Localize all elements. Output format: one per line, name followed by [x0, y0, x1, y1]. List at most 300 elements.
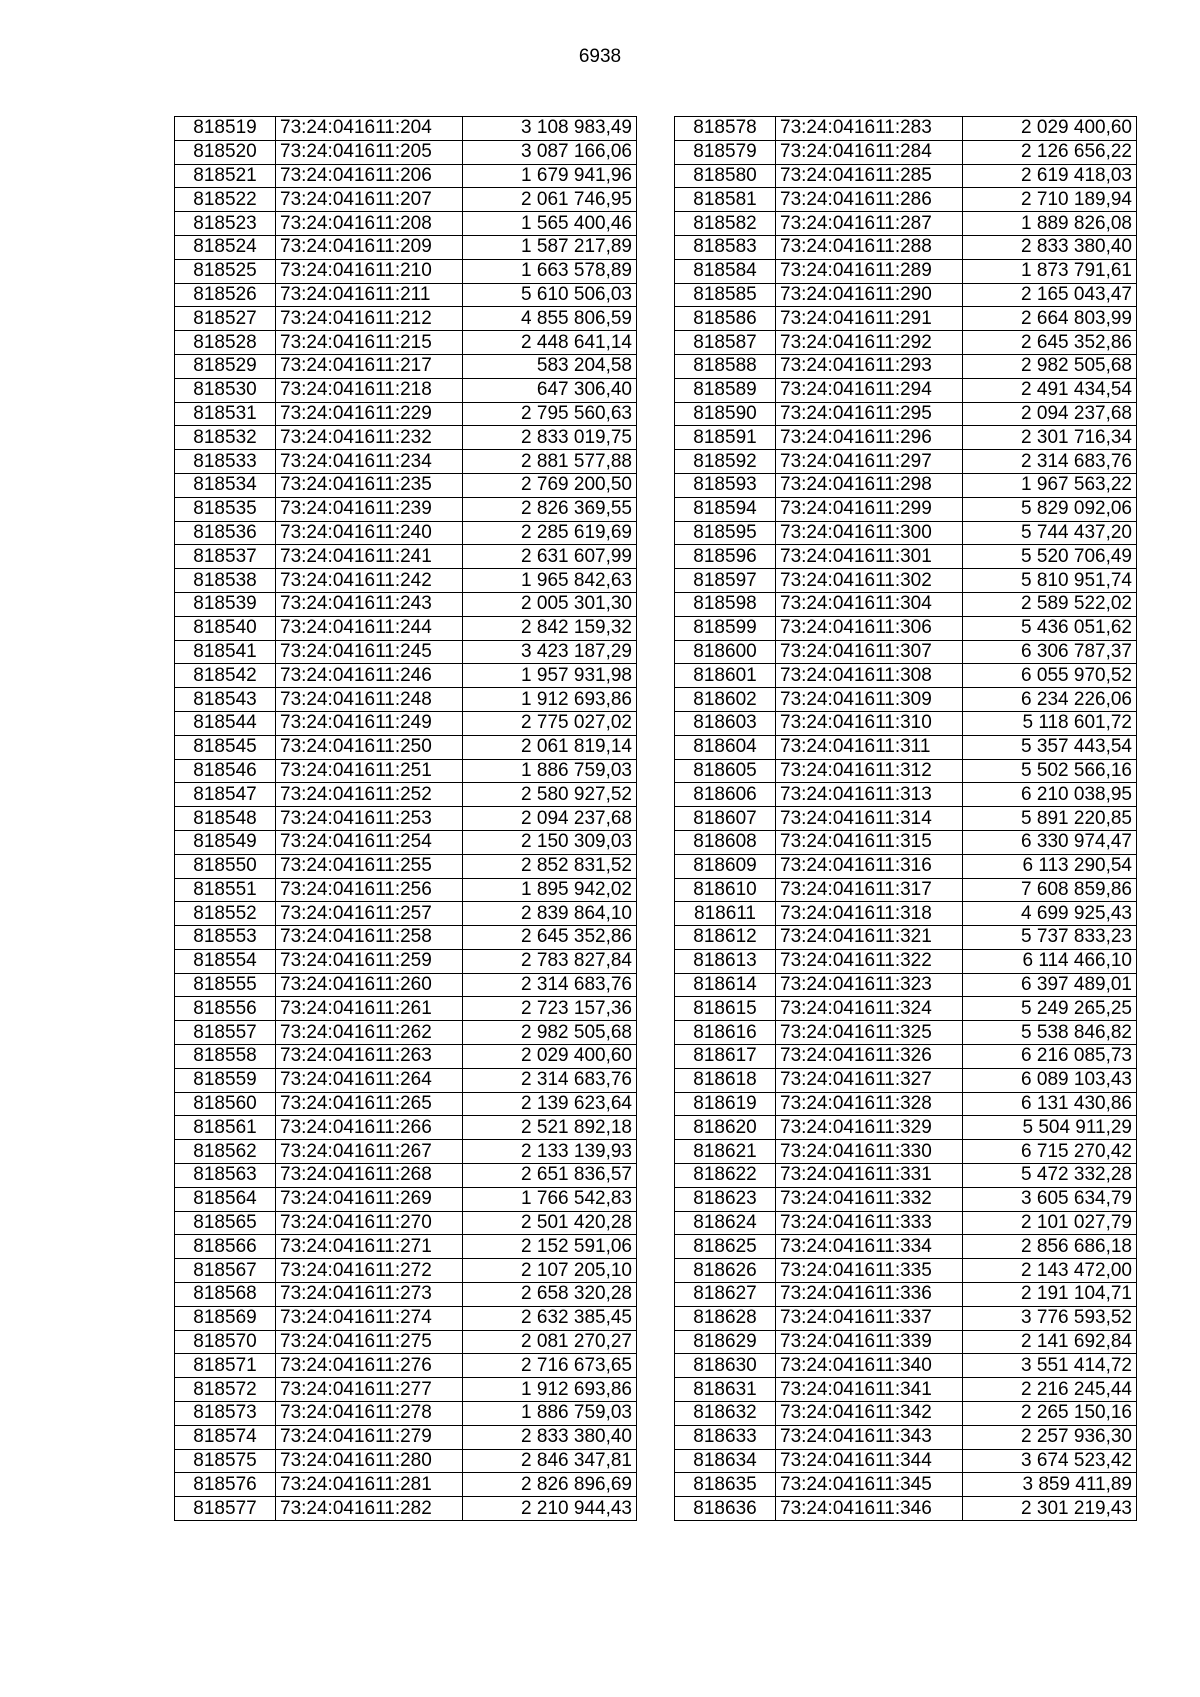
- cadastral-number-cell: 73:24:041611:277: [276, 1378, 463, 1402]
- value-cell: 2 101 027,79: [963, 1211, 1137, 1235]
- cadastral-number-cell: 73:24:041611:342: [776, 1402, 963, 1426]
- value-cell: 3 108 983,49: [463, 117, 637, 141]
- cadastral-number-cell: 73:24:041611:310: [776, 711, 963, 735]
- table-row: [675, 1378, 1137, 1402]
- value-cell: 2 301 716,34: [963, 426, 1137, 450]
- table-row: [175, 331, 637, 355]
- cadastral-number-cell: 73:24:041611:265: [276, 1092, 463, 1116]
- row-number-cell: 818568: [175, 1283, 276, 1307]
- row-number-cell: 818576: [175, 1473, 276, 1497]
- table-row: [175, 926, 637, 950]
- row-number-cell: 818553: [175, 926, 276, 950]
- value-cell: 1 565 400,46: [463, 212, 637, 236]
- value-cell: 2 852 831,52: [463, 854, 637, 878]
- table-row: [175, 1473, 637, 1497]
- row-number-cell: 818611: [675, 902, 776, 926]
- cadastral-number-cell: 73:24:041611:321: [776, 926, 963, 950]
- value-cell: 2 126 656,22: [963, 140, 1137, 164]
- row-number-cell: 818625: [675, 1235, 776, 1259]
- cadastral-number-cell: 73:24:041611:299: [776, 497, 963, 521]
- row-number-cell: 818587: [675, 331, 776, 355]
- row-number-cell: 818588: [675, 354, 776, 378]
- cadastral-number-cell: 73:24:041611:288: [776, 235, 963, 259]
- row-number-cell: 818591: [675, 426, 776, 450]
- value-cell: 2 265 150,16: [963, 1402, 1137, 1426]
- value-cell: 2 029 400,60: [963, 117, 1137, 141]
- value-cell: 3 423 187,29: [463, 640, 637, 664]
- row-number-cell: 818603: [675, 711, 776, 735]
- row-number-cell: 818613: [675, 949, 776, 973]
- value-cell: 6 114 466,10: [963, 949, 1137, 973]
- value-cell: 2 143 472,00: [963, 1259, 1137, 1283]
- row-number-cell: 818604: [675, 735, 776, 759]
- table-row: [675, 569, 1137, 593]
- cadastral-number-cell: 73:24:041611:241: [276, 545, 463, 569]
- table-row: [675, 688, 1137, 712]
- row-number-cell: 818519: [175, 117, 276, 141]
- table-row: [675, 1473, 1137, 1497]
- value-cell: 2 314 683,76: [463, 1068, 637, 1092]
- value-cell: 2 769 200,50: [463, 473, 637, 497]
- cadastral-number-cell: 73:24:041611:302: [776, 569, 963, 593]
- row-number-cell: 818577: [175, 1497, 276, 1521]
- table-row: [675, 164, 1137, 188]
- table-row: [175, 1140, 637, 1164]
- value-cell: 2 846 347,81: [463, 1449, 637, 1473]
- value-cell: 1 895 942,02: [463, 878, 637, 902]
- table-row: [175, 235, 637, 259]
- value-cell: 3 551 414,72: [963, 1354, 1137, 1378]
- cadastral-number-cell: 73:24:041611:345: [776, 1473, 963, 1497]
- row-number-cell: 818585: [675, 283, 776, 307]
- cadastral-number-cell: 73:24:041611:254: [276, 830, 463, 854]
- cadastral-number-cell: 73:24:041611:293: [776, 354, 963, 378]
- value-cell: 1 886 759,03: [463, 759, 637, 783]
- value-cell: 2 301 219,43: [963, 1497, 1137, 1521]
- cadastral-number-cell: 73:24:041611:308: [776, 664, 963, 688]
- value-cell: 1 965 842,63: [463, 569, 637, 593]
- value-cell: 2 881 577,88: [463, 450, 637, 474]
- table-row: [675, 307, 1137, 331]
- cadastral-number-cell: 73:24:041611:291: [776, 307, 963, 331]
- row-number-cell: 818590: [675, 402, 776, 426]
- cadastral-number-cell: 73:24:041611:252: [276, 783, 463, 807]
- table-row: [175, 1497, 637, 1521]
- value-cell: 1 663 578,89: [463, 259, 637, 283]
- row-number-cell: 818635: [675, 1473, 776, 1497]
- value-cell: 2 133 139,93: [463, 1140, 637, 1164]
- value-cell: 5 891 220,85: [963, 807, 1137, 831]
- cadastral-table-right: [674, 116, 1137, 1521]
- cadastral-number-cell: 73:24:041611:279: [276, 1425, 463, 1449]
- cadastral-number-cell: 73:24:041611:324: [776, 997, 963, 1021]
- row-number-cell: 818586: [675, 307, 776, 331]
- table-row: [675, 830, 1137, 854]
- row-number-cell: 818570: [175, 1330, 276, 1354]
- value-cell: 6 131 430,86: [963, 1092, 1137, 1116]
- value-cell: 2 216 245,44: [963, 1378, 1137, 1402]
- value-cell: 5 829 092,06: [963, 497, 1137, 521]
- value-cell: 2 632 385,45: [463, 1306, 637, 1330]
- table-row: [675, 640, 1137, 664]
- cadastral-number-cell: 73:24:041611:296: [776, 426, 963, 450]
- table-row: [675, 1092, 1137, 1116]
- cadastral-number-cell: 73:24:041611:256: [276, 878, 463, 902]
- table-row: [675, 783, 1137, 807]
- row-number-cell: 818565: [175, 1211, 276, 1235]
- cadastral-number-cell: 73:24:041611:263: [276, 1045, 463, 1069]
- table-row: [675, 521, 1137, 545]
- cadastral-number-cell: 73:24:041611:328: [776, 1092, 963, 1116]
- cadastral-number-cell: 73:24:041611:271: [276, 1235, 463, 1259]
- row-number-cell: 818527: [175, 307, 276, 331]
- table-row: [675, 354, 1137, 378]
- cadastral-number-cell: 73:24:041611:315: [776, 830, 963, 854]
- value-cell: 2 651 836,57: [463, 1164, 637, 1188]
- cadastral-number-cell: 73:24:041611:317: [776, 878, 963, 902]
- cadastral-number-cell: 73:24:041611:278: [276, 1402, 463, 1426]
- value-cell: 5 610 506,03: [463, 283, 637, 307]
- cadastral-number-cell: 73:24:041611:248: [276, 688, 463, 712]
- row-number-cell: 818524: [175, 235, 276, 259]
- table-row: [175, 783, 637, 807]
- table-row: [175, 688, 637, 712]
- cadastral-number-cell: 73:24:041611:295: [776, 402, 963, 426]
- value-cell: 6 715 270,42: [963, 1140, 1137, 1164]
- row-number-cell: 818605: [675, 759, 776, 783]
- table-row: [175, 117, 637, 141]
- row-number-cell: 818592: [675, 450, 776, 474]
- row-number-cell: 818620: [675, 1116, 776, 1140]
- cadastral-number-cell: 73:24:041611:294: [776, 378, 963, 402]
- value-cell: 4 699 925,43: [963, 902, 1137, 926]
- table-row: [675, 117, 1137, 141]
- table-row: [675, 450, 1137, 474]
- table-row: [175, 497, 637, 521]
- value-cell: 6 055 970,52: [963, 664, 1137, 688]
- value-cell: 5 502 566,16: [963, 759, 1137, 783]
- row-number-cell: 818529: [175, 354, 276, 378]
- table-row: [675, 878, 1137, 902]
- cadastral-number-cell: 73:24:041611:268: [276, 1164, 463, 1188]
- table-row: [675, 926, 1137, 950]
- table-row: [175, 949, 637, 973]
- table-row: [175, 1187, 637, 1211]
- cadastral-number-cell: 73:24:041611:290: [776, 283, 963, 307]
- row-number-cell: 818573: [175, 1402, 276, 1426]
- table-row: [175, 402, 637, 426]
- value-cell: 2 314 683,76: [463, 973, 637, 997]
- row-number-cell: 818578: [675, 117, 776, 141]
- value-cell: 2 094 237,68: [463, 807, 637, 831]
- row-number-cell: 818574: [175, 1425, 276, 1449]
- value-cell: 7 608 859,86: [963, 878, 1137, 902]
- value-cell: 2 081 270,27: [463, 1330, 637, 1354]
- value-cell: 2 191 104,71: [963, 1283, 1137, 1307]
- value-cell: 2 833 380,40: [463, 1425, 637, 1449]
- value-cell: 2 107 205,10: [463, 1259, 637, 1283]
- row-number-cell: 818596: [675, 545, 776, 569]
- row-number-cell: 818598: [675, 592, 776, 616]
- cadastral-number-cell: 73:24:041611:286: [776, 188, 963, 212]
- row-number-cell: 818530: [175, 378, 276, 402]
- cadastral-number-cell: 73:24:041611:208: [276, 212, 463, 236]
- table-row: [175, 1068, 637, 1092]
- cadastral-number-cell: 73:24:041611:215: [276, 331, 463, 355]
- value-cell: 1 873 791,61: [963, 259, 1137, 283]
- cadastral-number-cell: 73:24:041611:285: [776, 164, 963, 188]
- row-number-cell: 818525: [175, 259, 276, 283]
- value-cell: 3 087 166,06: [463, 140, 637, 164]
- table-row: [175, 1045, 637, 1069]
- value-cell: 2 141 692,84: [963, 1330, 1137, 1354]
- cadastral-number-cell: 73:24:041611:210: [276, 259, 463, 283]
- cadastral-number-cell: 73:24:041611:245: [276, 640, 463, 664]
- cadastral-number-cell: 73:24:041611:332: [776, 1187, 963, 1211]
- cadastral-number-cell: 73:24:041611:344: [776, 1449, 963, 1473]
- value-cell: 1 912 693,86: [463, 1378, 637, 1402]
- value-cell: 2 589 522,02: [963, 592, 1137, 616]
- value-cell: 3 859 411,89: [963, 1473, 1137, 1497]
- value-cell: 2 580 927,52: [463, 783, 637, 807]
- value-cell: 5 472 332,28: [963, 1164, 1137, 1188]
- table-row: [175, 188, 637, 212]
- cadastral-number-cell: 73:24:041611:330: [776, 1140, 963, 1164]
- value-cell: 2 723 157,36: [463, 997, 637, 1021]
- cadastral-number-cell: 73:24:041611:258: [276, 926, 463, 950]
- row-number-cell: 818569: [175, 1306, 276, 1330]
- cadastral-number-cell: 73:24:041611:267: [276, 1140, 463, 1164]
- value-cell: 5 737 833,23: [963, 926, 1137, 950]
- value-cell: 2 795 560,63: [463, 402, 637, 426]
- row-number-cell: 818542: [175, 664, 276, 688]
- table-row: [675, 545, 1137, 569]
- row-number-cell: 818551: [175, 878, 276, 902]
- cadastral-number-cell: 73:24:041611:331: [776, 1164, 963, 1188]
- table-row: [175, 307, 637, 331]
- value-cell: 2 210 944,43: [463, 1497, 637, 1521]
- table-row: [675, 711, 1137, 735]
- table-row: [175, 902, 637, 926]
- table-row: [675, 1164, 1137, 1188]
- value-cell: 2 257 936,30: [963, 1425, 1137, 1449]
- cadastral-number-cell: 73:24:041611:269: [276, 1187, 463, 1211]
- cadastral-number-cell: 73:24:041611:204: [276, 117, 463, 141]
- value-cell: 5 538 846,82: [963, 1021, 1137, 1045]
- value-cell: 5 436 051,62: [963, 616, 1137, 640]
- value-cell: 5 357 443,54: [963, 735, 1137, 759]
- table-row: [175, 973, 637, 997]
- value-cell: 6 330 974,47: [963, 830, 1137, 854]
- cadastral-number-cell: 73:24:041611:341: [776, 1378, 963, 1402]
- table-row: [175, 616, 637, 640]
- cadastral-number-cell: 73:24:041611:275: [276, 1330, 463, 1354]
- table-row: [675, 949, 1137, 973]
- row-number-cell: 818554: [175, 949, 276, 973]
- row-number-cell: 818548: [175, 807, 276, 831]
- value-cell: 2 982 505,68: [963, 354, 1137, 378]
- row-number-cell: 818555: [175, 973, 276, 997]
- table-row: [175, 878, 637, 902]
- table-row: [175, 1164, 637, 1188]
- cadastral-number-cell: 73:24:041611:335: [776, 1259, 963, 1283]
- row-number-cell: 818545: [175, 735, 276, 759]
- cadastral-number-cell: 73:24:041611:273: [276, 1283, 463, 1307]
- row-number-cell: 818531: [175, 402, 276, 426]
- value-cell: 6 216 085,73: [963, 1045, 1137, 1069]
- table-row: [175, 450, 637, 474]
- cadastral-number-cell: 73:24:041611:339: [776, 1330, 963, 1354]
- cadastral-number-cell: 73:24:041611:313: [776, 783, 963, 807]
- table-row: [175, 1402, 637, 1426]
- row-number-cell: 818546: [175, 759, 276, 783]
- row-number-cell: 818560: [175, 1092, 276, 1116]
- row-number-cell: 818556: [175, 997, 276, 1021]
- row-number-cell: 818629: [675, 1330, 776, 1354]
- cadastral-number-cell: 73:24:041611:306: [776, 616, 963, 640]
- row-number-cell: 818566: [175, 1235, 276, 1259]
- row-number-cell: 818533: [175, 450, 276, 474]
- row-number-cell: 818597: [675, 569, 776, 593]
- table-row: [675, 1211, 1137, 1235]
- cadastral-number-cell: 73:24:041611:289: [776, 259, 963, 283]
- row-number-cell: 818521: [175, 164, 276, 188]
- cadastral-number-cell: 73:24:041611:301: [776, 545, 963, 569]
- value-cell: 1 912 693,86: [463, 688, 637, 712]
- row-number-cell: 818600: [675, 640, 776, 664]
- table-row: [675, 1259, 1137, 1283]
- value-cell: 2 448 641,14: [463, 331, 637, 355]
- value-cell: 2 061 819,14: [463, 735, 637, 759]
- table-row: [675, 188, 1137, 212]
- value-cell: 2 982 505,68: [463, 1021, 637, 1045]
- cadastral-number-cell: 73:24:041611:318: [776, 902, 963, 926]
- cadastral-number-cell: 73:24:041611:287: [776, 212, 963, 236]
- cadastral-number-cell: 73:24:041611:292: [776, 331, 963, 355]
- value-cell: 2 285 619,69: [463, 521, 637, 545]
- row-number-cell: 818633: [675, 1425, 776, 1449]
- table-row: [175, 426, 637, 450]
- value-cell: 6 306 787,37: [963, 640, 1137, 664]
- value-cell: 2 826 896,69: [463, 1473, 637, 1497]
- table-row: [175, 664, 637, 688]
- value-cell: 647 306,40: [463, 378, 637, 402]
- row-number-cell: 818621: [675, 1140, 776, 1164]
- table-row: [175, 1235, 637, 1259]
- table-row: [675, 283, 1137, 307]
- row-number-cell: 818622: [675, 1164, 776, 1188]
- row-number-cell: 818559: [175, 1068, 276, 1092]
- value-cell: 4 855 806,59: [463, 307, 637, 331]
- cadastral-number-cell: 73:24:041611:209: [276, 235, 463, 259]
- value-cell: 1 889 826,08: [963, 212, 1137, 236]
- table-row: [675, 902, 1137, 926]
- cadastral-number-cell: 73:24:041611:270: [276, 1211, 463, 1235]
- value-cell: 3 674 523,42: [963, 1449, 1137, 1473]
- row-number-cell: 818557: [175, 1021, 276, 1045]
- row-number-cell: 818526: [175, 283, 276, 307]
- value-cell: 2 658 320,28: [463, 1283, 637, 1307]
- cadastral-number-cell: 73:24:041611:206: [276, 164, 463, 188]
- cadastral-number-cell: 73:24:041611:235: [276, 473, 463, 497]
- row-number-cell: 818572: [175, 1378, 276, 1402]
- row-number-cell: 818523: [175, 212, 276, 236]
- cadastral-number-cell: 73:24:041611:304: [776, 592, 963, 616]
- value-cell: 2 619 418,03: [963, 164, 1137, 188]
- row-number-cell: 818634: [675, 1449, 776, 1473]
- cadastral-number-cell: 73:24:041611:251: [276, 759, 463, 783]
- cadastral-number-cell: 73:24:041611:326: [776, 1045, 963, 1069]
- cadastral-number-cell: 73:24:041611:260: [276, 973, 463, 997]
- value-cell: 2 833 380,40: [963, 235, 1137, 259]
- table-row: [675, 1402, 1137, 1426]
- cadastral-number-cell: 73:24:041611:281: [276, 1473, 463, 1497]
- value-cell: 2 716 673,65: [463, 1354, 637, 1378]
- table-row: [175, 473, 637, 497]
- row-number-cell: 818534: [175, 473, 276, 497]
- table-row: [675, 402, 1137, 426]
- row-number-cell: 818626: [675, 1259, 776, 1283]
- table-row: [175, 1306, 637, 1330]
- cadastral-number-cell: 73:24:041611:283: [776, 117, 963, 141]
- table-row: [175, 735, 637, 759]
- row-number-cell: 818562: [175, 1140, 276, 1164]
- row-number-cell: 818522: [175, 188, 276, 212]
- value-cell: 5 520 706,49: [963, 545, 1137, 569]
- cadastral-number-cell: 73:24:041611:232: [276, 426, 463, 450]
- value-cell: 5 118 601,72: [963, 711, 1137, 735]
- table-row: [175, 711, 637, 735]
- value-cell: 1 679 941,96: [463, 164, 637, 188]
- value-cell: 3 605 634,79: [963, 1187, 1137, 1211]
- value-cell: 2 152 591,06: [463, 1235, 637, 1259]
- table-row: [675, 1235, 1137, 1259]
- row-number-cell: 818632: [675, 1402, 776, 1426]
- table-row: [175, 1283, 637, 1307]
- page-number: 6938: [578, 46, 622, 67]
- cadastral-number-cell: 73:24:041611:333: [776, 1211, 963, 1235]
- row-number-cell: 818619: [675, 1092, 776, 1116]
- cadastral-number-cell: 73:24:041611:340: [776, 1354, 963, 1378]
- cadastral-number-cell: 73:24:041611:242: [276, 569, 463, 593]
- cadastral-number-cell: 73:24:041611:240: [276, 521, 463, 545]
- value-cell: 1 967 563,22: [963, 473, 1137, 497]
- cadastral-table-left: [174, 116, 637, 1521]
- table-row: [675, 1045, 1137, 1069]
- cadastral-number-cell: 73:24:041611:327: [776, 1068, 963, 1092]
- table-row: [175, 1092, 637, 1116]
- value-cell: 2 521 892,18: [463, 1116, 637, 1140]
- table-row: [675, 1068, 1137, 1092]
- table-row: [675, 473, 1137, 497]
- cadastral-number-cell: 73:24:041611:322: [776, 949, 963, 973]
- cadastral-number-cell: 73:24:041611:255: [276, 854, 463, 878]
- cadastral-number-cell: 73:24:041611:205: [276, 140, 463, 164]
- value-cell: 2 491 434,54: [963, 378, 1137, 402]
- cadastral-number-cell: 73:24:041611:334: [776, 1235, 963, 1259]
- table-row: [175, 997, 637, 1021]
- table-row: [175, 212, 637, 236]
- row-number-cell: 818537: [175, 545, 276, 569]
- row-number-cell: 818580: [675, 164, 776, 188]
- table-row: [675, 212, 1137, 236]
- row-number-cell: 818543: [175, 688, 276, 712]
- row-number-cell: 818601: [675, 664, 776, 688]
- row-number-cell: 818589: [675, 378, 776, 402]
- value-cell: 2 139 623,64: [463, 1092, 637, 1116]
- table-row: [175, 1116, 637, 1140]
- cadastral-number-cell: 73:24:041611:244: [276, 616, 463, 640]
